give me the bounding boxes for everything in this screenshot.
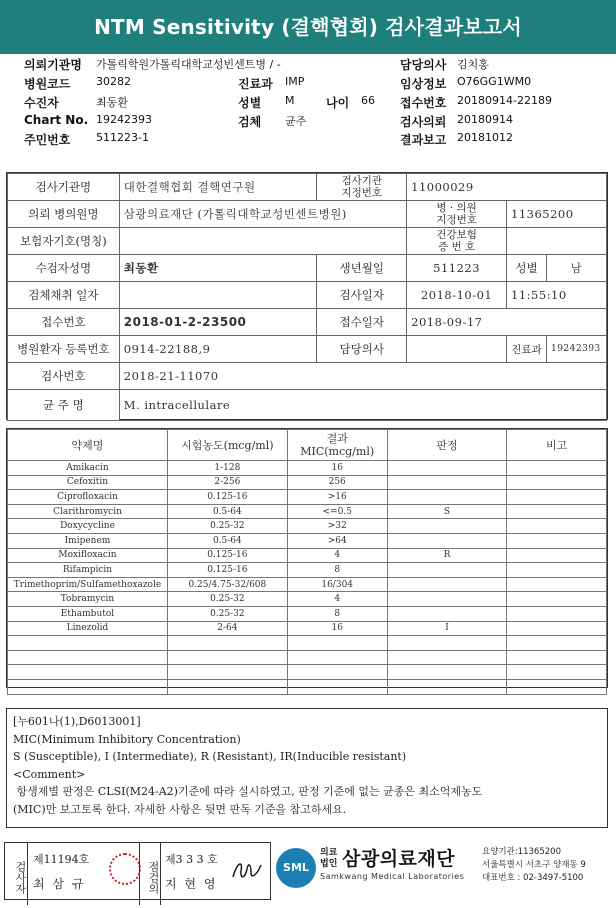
note-line: 항생제별 판정은 CLSI(M24-A2)기준에 따라 실시하였고, 판정 기준에 없는 균종은 최소억제농도 (13, 785, 483, 798)
interpretation-cell (387, 475, 507, 490)
header-key: 수진자 (24, 96, 59, 110)
drug-name-cell: Clarithromycin (8, 504, 168, 519)
info-label: 담당의사 (317, 336, 407, 363)
drug-name-cell: Cefoxitin (8, 475, 168, 490)
table-row (8, 390, 607, 421)
header-row-4 (0, 113, 616, 133)
info-value: 삼광의료재단 (가톨릭대학교성빈센트병원) (119, 201, 406, 228)
info-value: M. intracellulare (119, 390, 606, 421)
table-row (8, 363, 607, 390)
header-value: 가톨릭학원가톨릭대학교성빈센트병 / - (96, 58, 281, 71)
mic-result-cell: 4 (287, 548, 387, 563)
mic-result-cell (287, 636, 387, 651)
header-value: 최동환 (96, 96, 128, 109)
interpretation-cell: S (387, 504, 507, 519)
remark-cell (507, 563, 607, 578)
mic-result-cell: >64 (287, 533, 387, 548)
info-label: 균 주 명 (8, 390, 120, 421)
logo-prefix (320, 848, 337, 870)
test-range-cell: 0.125-16 (167, 548, 287, 563)
lab-phone: 대표번호 : 02-3497-5100 (482, 873, 584, 883)
header-value: 균주 (285, 115, 307, 128)
mic-result-cell: 8 (287, 563, 387, 578)
remark-cell (507, 679, 607, 694)
sml-logo-icon: SML (276, 848, 316, 888)
seal-stamp-icon (109, 853, 141, 885)
interpretation-cell: R (387, 548, 507, 563)
drug-name-cell (8, 650, 168, 665)
table-row (8, 636, 607, 651)
info-value: 2018-10-01 (407, 282, 507, 309)
notes-box (6, 708, 608, 828)
info-table (7, 173, 607, 421)
lab-code: 요양기관:11365200 (482, 847, 561, 857)
table-row (8, 201, 607, 228)
column-header: 결과 MIC(mcg/ml) (287, 430, 387, 461)
header-key: 나이 (326, 96, 350, 110)
header-value: IMP (285, 75, 305, 88)
table-row (8, 490, 607, 505)
header-value: 김치홍 (457, 58, 489, 71)
table-row (8, 563, 607, 578)
table-row (8, 475, 607, 490)
info-value: 19242393 (546, 336, 606, 363)
column-header: 비고 (507, 430, 607, 461)
remark-cell (507, 592, 607, 607)
logo-name: 삼광의료재단 (342, 848, 456, 870)
column-header: 시험농도(mcg/ml) (167, 430, 287, 461)
info-label: 보험자기호(명칭) (8, 228, 120, 255)
remark-cell (507, 636, 607, 651)
info-value (507, 228, 607, 255)
notes-text (13, 713, 601, 818)
info-form-box (6, 172, 608, 420)
header-row-3 (0, 94, 616, 114)
interpretation-cell (387, 490, 507, 505)
table-row (8, 228, 607, 255)
header-value: 20180914 (457, 113, 513, 126)
mic-result-cell: 16 (287, 621, 387, 636)
info-value: 2018-01-2-23500 (119, 309, 317, 336)
header-key: 의뢰기관명 (24, 58, 82, 72)
header-row-5 (0, 131, 616, 151)
mic-result-cell: 8 (287, 606, 387, 621)
table-row (8, 577, 607, 592)
header-key: 검사의뢰 (400, 115, 447, 129)
test-range-cell: 0.125-16 (167, 563, 287, 578)
header-key: 검체 (238, 115, 262, 129)
table-row (8, 519, 607, 534)
logo-english-name: Samkwang Medical Laboratories (320, 872, 465, 881)
header-value: 20181012 (457, 131, 513, 144)
info-label: 성별 (507, 255, 547, 282)
header-row-1 (0, 56, 616, 76)
test-range-cell: 0.25-32 (167, 592, 287, 607)
approver-name: 지 현 영 (165, 877, 218, 891)
mic-result-cell: 256 (287, 475, 387, 490)
info-label: 건강보험 증 번 호 (407, 228, 507, 255)
mic-result-cell (287, 679, 387, 694)
info-label: 병 · 의원 지정번호 (407, 201, 507, 228)
interpretation-cell (387, 679, 507, 694)
table-row (8, 533, 607, 548)
drug-name-cell: Ciprofloxacin (8, 490, 168, 505)
interpretation-cell: I (387, 621, 507, 636)
info-label: 수검자성명 (8, 255, 120, 282)
header-value: M (285, 94, 295, 107)
header-value: 511223-1 (96, 131, 149, 144)
header-key: 진료과 (238, 77, 273, 91)
interpretation-cell (387, 577, 507, 592)
info-label: 검사기관 지정번호 (317, 174, 407, 201)
table-row (8, 255, 607, 282)
note-line: MIC(Minimum Inhibitory Concentration) (13, 732, 241, 746)
note-line: [누601나(1),D6013001] (13, 715, 141, 728)
header-value: 66 (361, 94, 375, 107)
info-value: 남 (546, 255, 606, 282)
drug-name-cell: Amikacin (8, 461, 168, 476)
test-range-cell: 2-64 (167, 621, 287, 636)
header-summary (0, 54, 616, 160)
drug-name-cell (8, 665, 168, 680)
lab-location: 서울특별시 서초구 양재동 9 (482, 860, 586, 870)
header-value: 20180914-22189 (457, 94, 552, 107)
header-row-2 (0, 75, 616, 95)
interpretation-cell (387, 533, 507, 548)
header-key: Chart No. (24, 113, 89, 127)
remark-cell (507, 650, 607, 665)
info-value: 2018-21-11070 (119, 363, 606, 390)
header-value: 19242393 (96, 113, 152, 126)
info-label: 검사기관명 (8, 174, 120, 201)
logo-prefix-2: 법인 (320, 859, 338, 869)
mic-result-cell: >16 (287, 490, 387, 505)
logo-prefix-1: 의료 (320, 848, 338, 858)
remark-cell (507, 461, 607, 476)
lab-address (482, 846, 616, 885)
table-row (8, 336, 607, 363)
remark-cell (507, 475, 607, 490)
table-row (8, 665, 607, 680)
mic-result-cell: <=0.5 (287, 504, 387, 519)
drug-name-cell: Tobramycin (8, 592, 168, 607)
drug-name-cell: Trimethoprim/Sulfamethoxazole (8, 577, 168, 592)
table-row (8, 504, 607, 519)
note-line: (MIC)만 보고토록 한다. 자세한 사항은 뒷면 판독 기준을 참고하세요. (13, 802, 347, 816)
info-label: 접수번호 (8, 309, 120, 336)
inspector-number: 제11194호 (33, 853, 90, 866)
remark-cell (507, 490, 607, 505)
remark-cell (507, 665, 607, 680)
mic-result-cell: >32 (287, 519, 387, 534)
table-row (8, 650, 607, 665)
header-key: 임상정보 (400, 77, 447, 91)
header-key: 담당의사 (400, 58, 447, 72)
info-label: 의뢰 병의원명 (8, 201, 120, 228)
drug-name-cell: Imipenem (8, 533, 168, 548)
test-range-cell: 0.25-32 (167, 606, 287, 621)
info-label: 병원환자 등록번호 (8, 336, 120, 363)
table-row (8, 592, 607, 607)
info-value: 11000029 (407, 174, 607, 201)
drug-name-cell (8, 679, 168, 694)
mic-result-cell (287, 650, 387, 665)
header-key: 주민번호 (24, 133, 71, 147)
note-line: <Comment> (13, 767, 86, 781)
drug-form-box (6, 428, 608, 688)
test-range-cell (167, 636, 287, 651)
remark-cell (507, 504, 607, 519)
drug-name-cell: Moxifloxacin (8, 548, 168, 563)
remark-cell (507, 577, 607, 592)
test-range-cell: 0.25/4.75-32/608 (167, 577, 287, 592)
mic-result-cell (287, 665, 387, 680)
info-value: 11365200 (507, 201, 607, 228)
mic-result-cell: 4 (287, 592, 387, 607)
header-value: 30282 (96, 75, 131, 88)
info-value (407, 336, 507, 363)
header-value: O76GG1WM0 (457, 75, 532, 88)
interpretation-cell (387, 461, 507, 476)
remark-cell (507, 548, 607, 563)
table-row (8, 679, 607, 694)
drug-table-body (8, 461, 607, 695)
test-range-cell: 0.125-16 (167, 490, 287, 505)
signature-block (4, 842, 271, 900)
interpretation-cell (387, 519, 507, 534)
report-title: NTM Sensitivity (결핵협회) 검사결과보고서 (94, 15, 522, 39)
info-label: 검사번호 (8, 363, 120, 390)
table-row (8, 282, 607, 309)
remark-cell (507, 621, 607, 636)
info-value: 11:55:10 (507, 282, 607, 309)
info-value: 2018-09-17 (407, 309, 607, 336)
info-label: 생년월일 (317, 255, 407, 282)
test-range-cell (167, 665, 287, 680)
drug-name-cell: Doxycycline (8, 519, 168, 534)
remark-cell (507, 519, 607, 534)
table-row (8, 548, 607, 563)
inspector-name: 최 삼 규 (33, 877, 86, 891)
interpretation-cell (387, 592, 507, 607)
column-header: 판정 (387, 430, 507, 461)
interpretation-cell (387, 563, 507, 578)
table-header-row (8, 430, 607, 461)
header-key: 결과보고 (400, 133, 447, 147)
signature-icon (229, 857, 265, 883)
mic-result-cell: 16 (287, 461, 387, 476)
drug-name-cell: Rifampicin (8, 563, 168, 578)
info-label: 진료과 (507, 336, 547, 363)
info-label: 접수일자 (317, 309, 407, 336)
header-key: 성별 (238, 96, 262, 110)
table-row (8, 606, 607, 621)
table-row (8, 461, 607, 476)
header-key: 접수번호 (400, 96, 447, 110)
inspector-label: 검사자 (5, 843, 28, 905)
remark-cell (507, 606, 607, 621)
info-value: 0914-22188,9 (119, 336, 317, 363)
test-range-cell: 0.5-64 (167, 533, 287, 548)
table-row (8, 174, 607, 201)
header-key: 병원코드 (24, 77, 71, 91)
test-range-cell: 0.25-32 (167, 519, 287, 534)
test-range-cell: 2-256 (167, 475, 287, 490)
test-range-cell (167, 650, 287, 665)
mic-result-cell: 16/304 (287, 577, 387, 592)
interpretation-cell (387, 606, 507, 621)
info-value (119, 282, 317, 309)
drug-name-cell: Linezolid (8, 621, 168, 636)
info-value (119, 228, 406, 255)
interpretation-cell (387, 665, 507, 680)
info-value: 511223 (407, 255, 507, 282)
interpretation-cell (387, 636, 507, 651)
lab-logo-area (276, 842, 616, 898)
drug-name-cell: Ethambutol (8, 606, 168, 621)
remark-cell (507, 533, 607, 548)
info-value: 대한결핵협회 결핵연구원 (119, 174, 317, 201)
table-row (8, 309, 607, 336)
test-range-cell: 0.5-64 (167, 504, 287, 519)
title-bar (0, 0, 616, 54)
note-line: S (Susceptible), I (Intermediate), R (Resistant), IR(Inducible resistant) (13, 750, 407, 763)
drug-table (7, 429, 607, 695)
test-range-cell (167, 679, 287, 694)
column-header: 약제명 (8, 430, 168, 461)
info-value: 최동환 (119, 255, 317, 282)
interpretation-cell (387, 650, 507, 665)
approver-label: 점검의 (139, 843, 161, 905)
approver-number: 제3 3 3 호 (165, 853, 218, 866)
drug-name-cell (8, 636, 168, 651)
info-label: 검체채취 일자 (8, 282, 120, 309)
test-range-cell: 1-128 (167, 461, 287, 476)
info-label: 검사일자 (317, 282, 407, 309)
table-row (8, 621, 607, 636)
